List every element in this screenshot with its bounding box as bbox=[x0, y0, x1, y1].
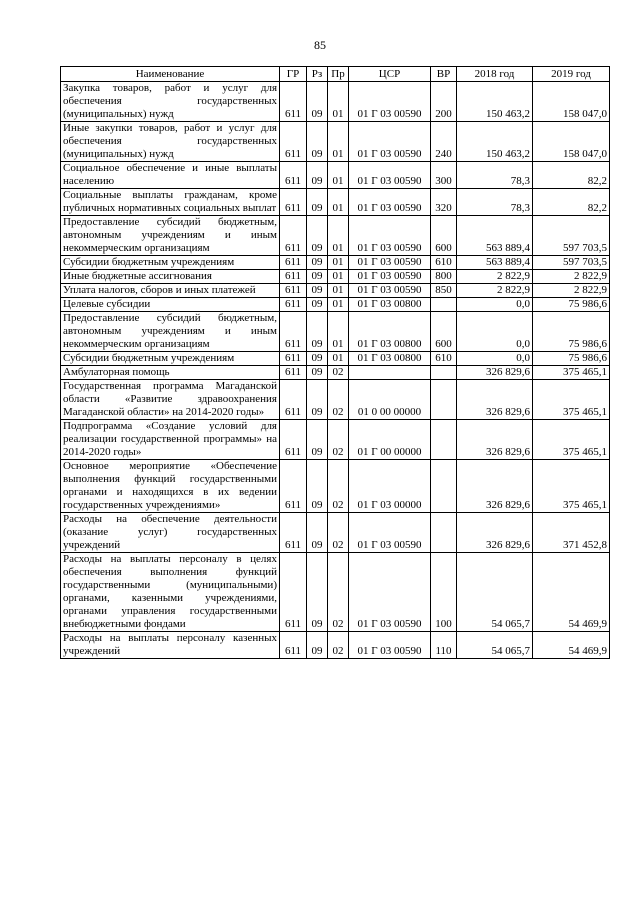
cell-pr: 01 bbox=[328, 352, 349, 366]
cell-vr bbox=[431, 366, 457, 380]
cell-2019: 75 986,6 bbox=[533, 312, 610, 352]
header-rz: Рз bbox=[307, 67, 328, 82]
cell-gr: 611 bbox=[280, 256, 307, 270]
cell-csr: 01 Г 00 00000 bbox=[349, 420, 431, 460]
cell-gr: 611 bbox=[280, 270, 307, 284]
cell-csr: 01 Г 03 00590 bbox=[349, 256, 431, 270]
cell-gr: 611 bbox=[280, 366, 307, 380]
cell-pr: 02 bbox=[328, 553, 349, 632]
cell-pr: 01 bbox=[328, 256, 349, 270]
cell-rz: 09 bbox=[307, 460, 328, 513]
header-gr: ГР bbox=[280, 67, 307, 82]
cell-2018: 2 822,9 bbox=[457, 270, 533, 284]
cell-2018: 563 889,4 bbox=[457, 216, 533, 256]
cell-2019: 158 047,0 bbox=[533, 82, 610, 122]
cell-vr: 610 bbox=[431, 256, 457, 270]
cell-pr: 02 bbox=[328, 513, 349, 553]
header-2018: 2018 год bbox=[457, 67, 533, 82]
cell-csr: 01 Г 03 00800 bbox=[349, 312, 431, 352]
cell-pr: 02 bbox=[328, 460, 349, 513]
cell-vr: 300 bbox=[431, 162, 457, 189]
cell-name: Целевые субсидии bbox=[61, 298, 280, 312]
table-row bbox=[61, 189, 610, 216]
cell-rz: 09 bbox=[307, 256, 328, 270]
cell-name: Амбулаторная помощь bbox=[61, 366, 280, 380]
cell-name: Социальные выплаты гражданам, кроме публичных нормативных социальных выплат bbox=[61, 189, 280, 216]
cell-csr: 01 Г 03 00590 bbox=[349, 189, 431, 216]
table-header-row bbox=[61, 67, 610, 82]
cell-rz: 09 bbox=[307, 632, 328, 659]
cell-2019: 375 465,1 bbox=[533, 380, 610, 420]
cell-gr: 611 bbox=[280, 284, 307, 298]
cell-rz: 09 bbox=[307, 270, 328, 284]
cell-2019: 375 465,1 bbox=[533, 460, 610, 513]
table-row bbox=[61, 162, 610, 189]
cell-csr: 01 Г 03 00590 bbox=[349, 513, 431, 553]
cell-name: Государственная программа Магаданской области «Развитие здравоохранения Магаданской области» на 2014-2020 годы» bbox=[61, 380, 280, 420]
cell-name: Уплата налогов, сборов и иных платежей bbox=[61, 284, 280, 298]
cell-rz: 09 bbox=[307, 298, 328, 312]
cell-2018: 0,0 bbox=[457, 298, 533, 312]
cell-vr: 100 bbox=[431, 553, 457, 632]
cell-2019: 54 469,9 bbox=[533, 553, 610, 632]
cell-pr: 01 bbox=[328, 189, 349, 216]
cell-2019: 2 822,9 bbox=[533, 284, 610, 298]
cell-2018: 0,0 bbox=[457, 352, 533, 366]
cell-rz: 09 bbox=[307, 162, 328, 189]
cell-gr: 611 bbox=[280, 216, 307, 256]
cell-csr: 01 Г 03 00590 bbox=[349, 284, 431, 298]
cell-gr: 611 bbox=[280, 420, 307, 460]
cell-2019: 82,2 bbox=[533, 162, 610, 189]
cell-gr: 611 bbox=[280, 380, 307, 420]
cell-csr: 01 Г 03 00000 bbox=[349, 460, 431, 513]
cell-rz: 09 bbox=[307, 366, 328, 380]
cell-pr: 01 bbox=[328, 270, 349, 284]
cell-name: Предоставление субсидий бюджетным, автономным учреждениям и иным некоммерческим организациям bbox=[61, 312, 280, 352]
cell-2018: 326 829,6 bbox=[457, 420, 533, 460]
cell-2018: 2 822,9 bbox=[457, 284, 533, 298]
cell-vr bbox=[431, 460, 457, 513]
cell-2018: 326 829,6 bbox=[457, 460, 533, 513]
cell-vr: 110 bbox=[431, 632, 457, 659]
table-row bbox=[61, 256, 610, 270]
cell-name: Субсидии бюджетным учреждениям bbox=[61, 352, 280, 366]
cell-name: Расходы на выплаты персоналу в целях обеспечения выполнения функций государственными (муниципальными) органами, казенными учреждениями, органами управления государственными внебюджетными фондами bbox=[61, 553, 280, 632]
cell-vr: 600 bbox=[431, 216, 457, 256]
cell-2018: 78,3 bbox=[457, 189, 533, 216]
cell-2019: 158 047,0 bbox=[533, 122, 610, 162]
cell-csr: 01 Г 03 00590 bbox=[349, 270, 431, 284]
cell-2018: 326 829,6 bbox=[457, 366, 533, 380]
cell-gr: 611 bbox=[280, 312, 307, 352]
cell-2018: 150 463,2 bbox=[457, 82, 533, 122]
cell-2019: 371 452,8 bbox=[533, 513, 610, 553]
cell-pr: 01 bbox=[328, 312, 349, 352]
cell-csr: 01 Г 03 00590 bbox=[349, 553, 431, 632]
header-name: Наименование bbox=[61, 67, 280, 82]
table-row bbox=[61, 366, 610, 380]
cell-2018: 326 829,6 bbox=[457, 513, 533, 553]
cell-name: Основное мероприятие «Обеспечение выполнения функций государственными органами и находящихся в их ведении государственных учреждениями» bbox=[61, 460, 280, 513]
table-row bbox=[61, 216, 610, 256]
table-row bbox=[61, 553, 610, 632]
cell-2018: 54 065,7 bbox=[457, 632, 533, 659]
table-row bbox=[61, 298, 610, 312]
cell-name: Иные бюджетные ассигнования bbox=[61, 270, 280, 284]
cell-rz: 09 bbox=[307, 312, 328, 352]
cell-rz: 09 bbox=[307, 122, 328, 162]
cell-csr: 01 Г 03 00590 bbox=[349, 122, 431, 162]
table-row bbox=[61, 420, 610, 460]
header-2019: 2019 год bbox=[533, 67, 610, 82]
cell-name: Расходы на обеспечение деятельности (оказание услуг) государственных учреждений bbox=[61, 513, 280, 553]
cell-vr: 610 bbox=[431, 352, 457, 366]
cell-name: Предоставление субсидий бюджетным, автономным учреждениям и иным некоммерческим организациям bbox=[61, 216, 280, 256]
table-row bbox=[61, 284, 610, 298]
cell-rz: 09 bbox=[307, 216, 328, 256]
cell-pr: 01 bbox=[328, 298, 349, 312]
cell-pr: 01 bbox=[328, 82, 349, 122]
header-csr: ЦСР bbox=[349, 67, 431, 82]
cell-gr: 611 bbox=[280, 553, 307, 632]
cell-2019: 597 703,5 bbox=[533, 216, 610, 256]
cell-2019: 75 986,6 bbox=[533, 298, 610, 312]
header-pr: Пр bbox=[328, 67, 349, 82]
cell-2018: 78,3 bbox=[457, 162, 533, 189]
cell-gr: 611 bbox=[280, 352, 307, 366]
cell-csr: 01 Г 03 00590 bbox=[349, 82, 431, 122]
table-row bbox=[61, 380, 610, 420]
cell-rz: 09 bbox=[307, 82, 328, 122]
cell-vr: 320 bbox=[431, 189, 457, 216]
cell-2018: 0,0 bbox=[457, 312, 533, 352]
table-row bbox=[61, 513, 610, 553]
cell-gr: 611 bbox=[280, 632, 307, 659]
cell-name: Субсидии бюджетным учреждениям bbox=[61, 256, 280, 270]
table-row bbox=[61, 122, 610, 162]
header-vr: ВР bbox=[431, 67, 457, 82]
cell-gr: 611 bbox=[280, 162, 307, 189]
cell-pr: 02 bbox=[328, 632, 349, 659]
cell-name: Расходы на выплаты персоналу казенных учреждений bbox=[61, 632, 280, 659]
table-row bbox=[61, 312, 610, 352]
cell-vr: 850 bbox=[431, 284, 457, 298]
cell-csr: 01 Г 03 00590 bbox=[349, 162, 431, 189]
cell-vr bbox=[431, 380, 457, 420]
cell-gr: 611 bbox=[280, 122, 307, 162]
cell-pr: 01 bbox=[328, 122, 349, 162]
cell-name: Иные закупки товаров, работ и услуг для обеспечения государственных (муниципальных) нужд bbox=[61, 122, 280, 162]
cell-rz: 09 bbox=[307, 189, 328, 216]
cell-pr: 01 bbox=[328, 216, 349, 256]
table-row bbox=[61, 270, 610, 284]
table-row bbox=[61, 82, 610, 122]
cell-csr: 01 Г 03 00800 bbox=[349, 352, 431, 366]
cell-2019: 82,2 bbox=[533, 189, 610, 216]
cell-rz: 09 bbox=[307, 513, 328, 553]
cell-2019: 75 986,6 bbox=[533, 352, 610, 366]
cell-2018: 150 463,2 bbox=[457, 122, 533, 162]
cell-name: Социальное обеспечение и иные выплаты населению bbox=[61, 162, 280, 189]
cell-2019: 597 703,5 bbox=[533, 256, 610, 270]
cell-pr: 02 bbox=[328, 420, 349, 460]
cell-pr: 02 bbox=[328, 380, 349, 420]
cell-2019: 54 469,9 bbox=[533, 632, 610, 659]
cell-csr: 01 0 00 00000 bbox=[349, 380, 431, 420]
cell-vr bbox=[431, 513, 457, 553]
cell-2019: 2 822,9 bbox=[533, 270, 610, 284]
cell-gr: 611 bbox=[280, 82, 307, 122]
table-row bbox=[61, 352, 610, 366]
cell-2018: 563 889,4 bbox=[457, 256, 533, 270]
cell-rz: 09 bbox=[307, 420, 328, 460]
cell-rz: 09 bbox=[307, 352, 328, 366]
cell-name: Закупка товаров, работ и услуг для обеспечения государственных (муниципальных) нужд bbox=[61, 82, 280, 122]
cell-vr: 800 bbox=[431, 270, 457, 284]
table-body bbox=[61, 82, 610, 659]
cell-gr: 611 bbox=[280, 189, 307, 216]
cell-csr: 01 Г 03 00800 bbox=[349, 298, 431, 312]
cell-gr: 611 bbox=[280, 460, 307, 513]
cell-pr: 02 bbox=[328, 366, 349, 380]
cell-pr: 01 bbox=[328, 284, 349, 298]
cell-vr: 240 bbox=[431, 122, 457, 162]
budget-table bbox=[60, 66, 610, 659]
page-number: 85 bbox=[314, 38, 326, 52]
cell-2018: 326 829,6 bbox=[457, 380, 533, 420]
cell-vr bbox=[431, 298, 457, 312]
cell-gr: 611 bbox=[280, 513, 307, 553]
cell-2019: 375 465,1 bbox=[533, 420, 610, 460]
cell-2018: 54 065,7 bbox=[457, 553, 533, 632]
cell-vr bbox=[431, 420, 457, 460]
cell-csr: 01 Г 03 00590 bbox=[349, 216, 431, 256]
cell-2019: 375 465,1 bbox=[533, 366, 610, 380]
table-row bbox=[61, 460, 610, 513]
cell-vr: 200 bbox=[431, 82, 457, 122]
cell-csr: 01 Г 03 00590 bbox=[349, 632, 431, 659]
cell-rz: 09 bbox=[307, 284, 328, 298]
cell-gr: 611 bbox=[280, 298, 307, 312]
table-row bbox=[61, 632, 610, 659]
cell-pr: 01 bbox=[328, 162, 349, 189]
cell-rz: 09 bbox=[307, 553, 328, 632]
cell-rz: 09 bbox=[307, 380, 328, 420]
cell-vr: 600 bbox=[431, 312, 457, 352]
cell-csr bbox=[349, 366, 431, 380]
cell-name: Подпрограмма «Создание условий для реализации государственной программы» на 2014-2020 годы» bbox=[61, 420, 280, 460]
